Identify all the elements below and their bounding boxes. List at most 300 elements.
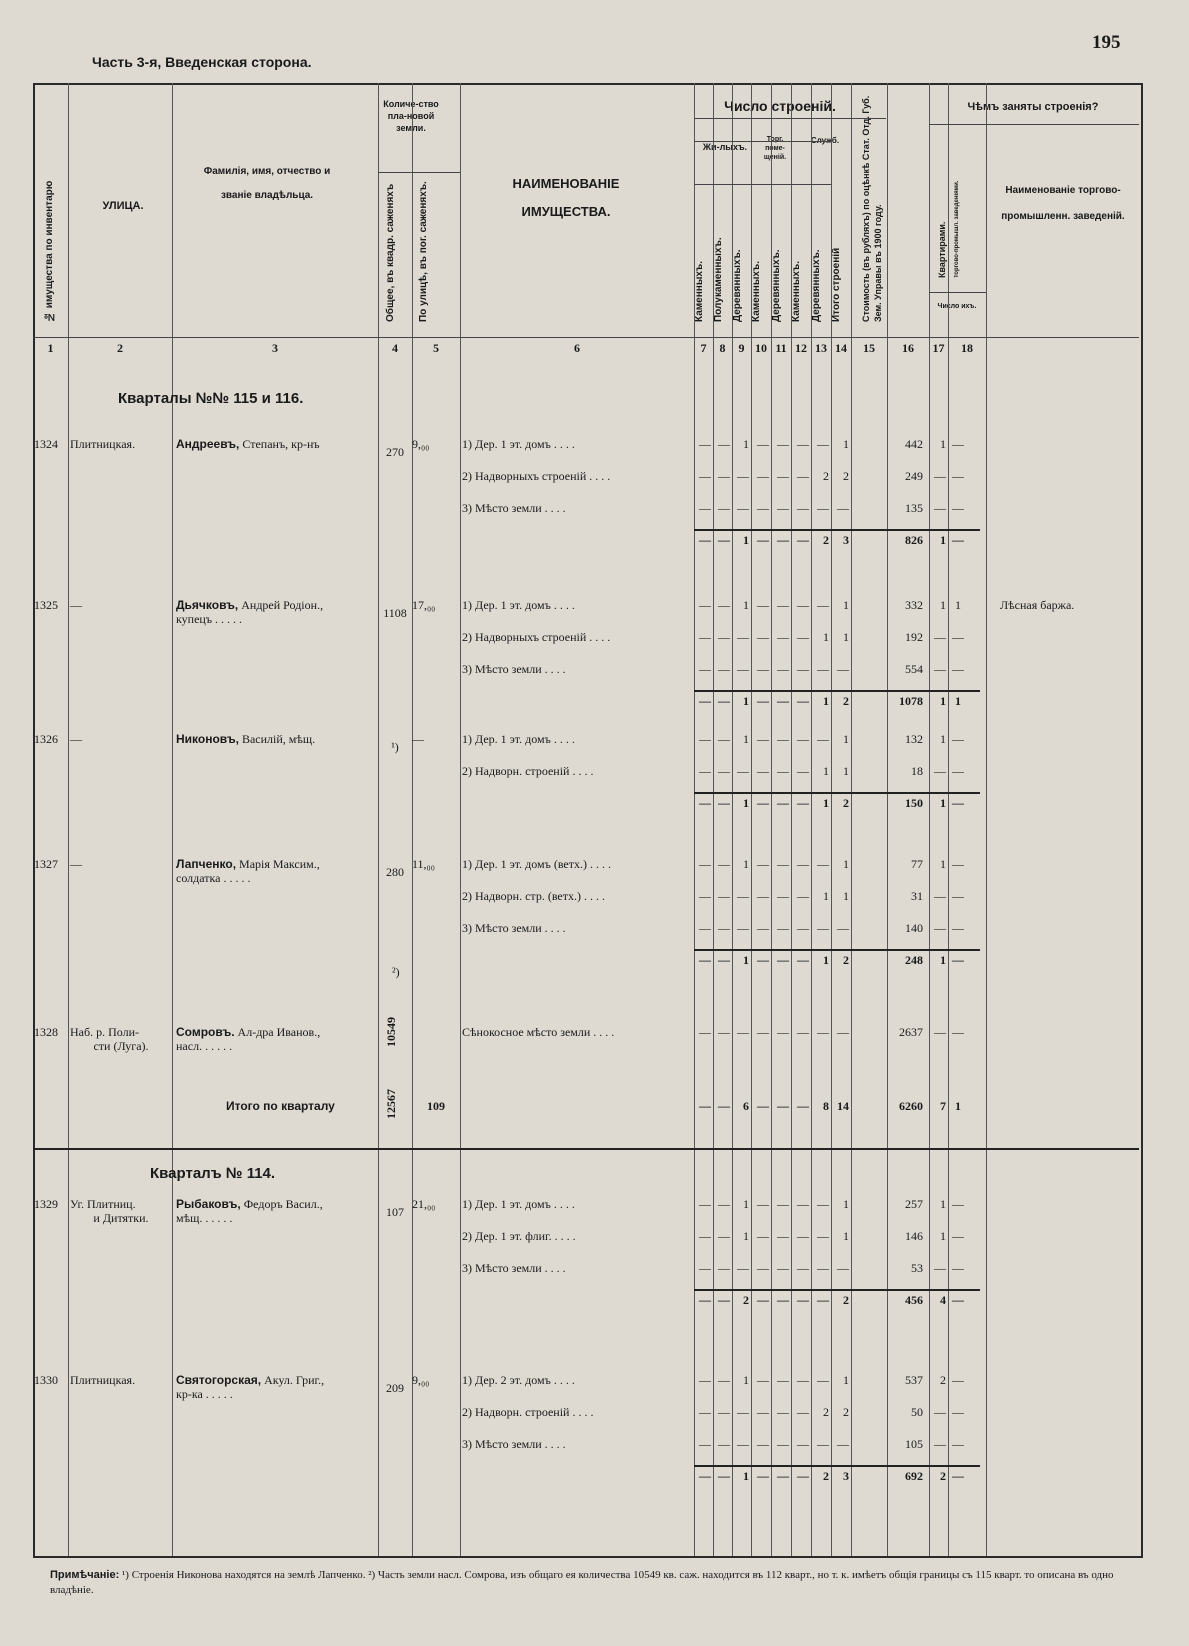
count-cell: 14 [837, 1099, 849, 1113]
cost-cell: 442 [905, 437, 923, 451]
column-number: 8 [719, 341, 726, 355]
count-cell: — [777, 1025, 789, 1039]
column-divider [694, 83, 695, 1556]
count-cell: — [797, 953, 809, 967]
header-rule [33, 337, 1139, 338]
land-area-note: ²) [392, 965, 400, 979]
column-number: 5 [433, 341, 439, 355]
count-cell: — [718, 1229, 730, 1243]
owner-surname: Никоновъ, [176, 732, 239, 746]
inventory-number: 1329 [34, 1197, 58, 1211]
count-cell: 1 [843, 732, 849, 746]
count-cell: 1 [743, 1469, 749, 1483]
owner-surname: Андреевъ, [176, 437, 240, 451]
count-cell: — [777, 732, 789, 746]
column-number: 13 [815, 341, 827, 355]
owner-surname: Лапченко, [176, 857, 237, 871]
count-cell: — [817, 1025, 829, 1039]
count-cell: 2 [843, 953, 849, 967]
count-cell: — [757, 533, 769, 547]
apartments-cell: 1 [940, 732, 946, 746]
count-cell: 8 [823, 1099, 829, 1113]
apartments-cell: 1 [940, 1197, 946, 1211]
count-cell: — [757, 469, 769, 483]
apartments-cell: 2 [940, 1469, 946, 1483]
count-cell: — [837, 662, 849, 676]
count-cell: 1 [743, 694, 749, 708]
property-item: 2) Надворныхъ строеній . . . . [462, 469, 611, 483]
property-item: 2) Дер. 1 эт. флиг. . . . . [462, 1229, 576, 1243]
street-cell: — [70, 732, 82, 746]
establishments-cell: — [952, 1025, 964, 1039]
establishment-name: Лѣсная баржа. [1000, 598, 1075, 612]
count-cell: — [777, 764, 789, 778]
count-cell: — [777, 921, 789, 935]
quarter-title: Кварталъ № 114. [150, 1165, 276, 1182]
count-cell: — [777, 694, 789, 708]
count-cell: — [737, 1025, 749, 1039]
property-item: 2) Надворн. строеній . . . . [462, 764, 594, 778]
count-cell: — [837, 1261, 849, 1275]
count-cell: 1 [843, 1373, 849, 1387]
header-col10: Каменныхъ. [751, 261, 762, 322]
owner-surname: Дьячковъ, [176, 598, 239, 612]
count-cell: — [699, 953, 711, 967]
count-cell: — [777, 857, 789, 871]
count-cell: — [777, 501, 789, 515]
count-cell: — [699, 764, 711, 778]
count-cell: — [817, 1197, 829, 1211]
column-number: 15 [863, 341, 875, 355]
apartments-cell: — [934, 889, 946, 903]
establishments-cell: — [952, 1405, 964, 1419]
count-cell: — [777, 796, 789, 810]
count-cell: — [777, 437, 789, 451]
count-cell: 1 [843, 889, 849, 903]
count-cell: 1 [743, 953, 749, 967]
count-cell: — [797, 1025, 809, 1039]
apartments-cell: 1 [940, 533, 946, 547]
header-col12: Каменныхъ. [791, 261, 802, 322]
column-divider [887, 83, 888, 1556]
count-cell: — [718, 857, 730, 871]
owner-details: Марія Максим., [236, 857, 320, 871]
count-cell: — [817, 1437, 829, 1451]
count-cell: — [817, 1229, 829, 1243]
inventory-number: 1326 [34, 732, 58, 746]
street-cell: — [70, 598, 82, 612]
establishments-cell: — [952, 630, 964, 644]
cost-cell: 249 [905, 469, 923, 483]
count-cell: — [718, 437, 730, 451]
column-number: 4 [392, 341, 398, 355]
subtotal-rule [694, 529, 980, 531]
count-cell: — [797, 1437, 809, 1451]
count-cell: — [737, 501, 749, 515]
header-rule [929, 292, 986, 293]
header-col9: Деревянныхъ. [732, 249, 743, 322]
count-cell: — [757, 1099, 769, 1113]
count-cell: 1 [743, 1197, 749, 1211]
count-cell: — [699, 857, 711, 871]
count-cell: — [718, 694, 730, 708]
establishments-cell: — [952, 953, 964, 967]
land-area: 1108 [383, 606, 407, 620]
count-cell: — [718, 1261, 730, 1275]
apartments-cell: — [934, 469, 946, 483]
count-cell: — [757, 796, 769, 810]
header-col3: Фамилія, имя, отчество и званіе владѣльца. [203, 166, 331, 201]
count-cell: — [757, 1293, 769, 1307]
property-item: 1) Дер. 2 эт. домъ . . . . [462, 1373, 575, 1387]
count-cell: — [797, 1405, 809, 1419]
street-frontage: 11,₀₀ [412, 857, 435, 871]
owner-surname: Святогорская, [176, 1373, 262, 1387]
count-cell: — [817, 662, 829, 676]
count-cell: — [797, 796, 809, 810]
count-cell: 1 [823, 764, 829, 778]
apartments-cell: 1 [940, 796, 946, 810]
count-cell: 1 [843, 764, 849, 778]
cost-cell: 456 [905, 1293, 923, 1307]
count-cell: 1 [743, 796, 749, 810]
header-col7: Каменныхъ. [694, 261, 705, 322]
column-number: 1 [47, 341, 54, 355]
street-frontage: 9,₀₀ [412, 437, 430, 451]
count-cell: — [699, 796, 711, 810]
count-cell: — [797, 533, 809, 547]
street-frontage: 21,₀₀ [412, 1197, 436, 1211]
column-number: 6 [574, 341, 580, 355]
property-item: 1) Дер. 1 эт. домъ (ветх.) . . . . [462, 857, 611, 871]
street-frontage: 9,₀₀ [412, 1373, 430, 1387]
owner-cell [176, 857, 376, 885]
establishments-cell: — [952, 1293, 964, 1307]
count-cell: — [699, 1373, 711, 1387]
count-cell: — [699, 469, 711, 483]
land-area: 12567 [384, 1089, 398, 1119]
count-cell: — [777, 1437, 789, 1451]
establishments-cell: — [952, 1437, 964, 1451]
count-cell: — [817, 1261, 829, 1275]
count-cell: — [757, 857, 769, 871]
count-cell: — [718, 630, 730, 644]
count-cell: — [797, 662, 809, 676]
column-divider [713, 83, 714, 1556]
cost-cell: 140 [905, 921, 923, 935]
count-cell: — [797, 1261, 809, 1275]
owner-details: Ал-дра Иванов., [234, 1025, 321, 1039]
property-item: 3) Мѣсто земли . . . . [462, 501, 566, 515]
count-cell: — [699, 1469, 711, 1483]
subtotal-rule [694, 1289, 980, 1291]
count-cell: — [757, 1025, 769, 1039]
column-divider [929, 83, 930, 1556]
column-divider [791, 83, 792, 1556]
header-col1: № имущества по инвентарю [44, 180, 55, 322]
header-col14: Итого строеній [831, 247, 842, 322]
street-cell: сти (Луга). [93, 1039, 149, 1053]
count-cell: — [777, 469, 789, 483]
count-cell: — [699, 630, 711, 644]
apartments-cell: — [934, 501, 946, 515]
count-cell: — [737, 662, 749, 676]
apartments-cell: — [934, 662, 946, 676]
owner-cell [176, 732, 376, 746]
footnote-text: ¹) Строенія Никонова находятся на землѣ Лапченко. ²) Часть земли насл. Сомрова, изъ общаго ея количества 10549 кв. саж. находится въ 112 кварт., но т. к. имѣетъ общія границы съ 115 кварт. то описана въ одно владѣніе. [50, 1569, 1114, 1596]
apartments-cell: — [934, 1437, 946, 1451]
count-cell: — [699, 1197, 711, 1211]
property-item: 1) Дер. 1 эт. домъ . . . . [462, 1197, 575, 1211]
apartments-cell: — [934, 921, 946, 935]
owner-cell [176, 437, 376, 451]
count-cell: — [699, 598, 711, 612]
street-frontage: 109 [427, 1099, 445, 1113]
header-occupied-group: Чѣмъ заняты строенія? [967, 101, 1099, 113]
cost-cell: 132 [905, 732, 923, 746]
header-col4: Общее, въ квадр. саженяхъ [385, 183, 396, 322]
establishments-cell: — [952, 796, 964, 810]
count-cell: — [777, 1373, 789, 1387]
count-cell: 1 [843, 1229, 849, 1243]
header-col11: Деревянныхъ. [771, 249, 782, 322]
establishments-cell: — [952, 501, 964, 515]
count-cell: — [817, 437, 829, 451]
street-cell: Уг. Плитниц. [70, 1197, 136, 1211]
count-cell: — [737, 1261, 749, 1275]
part-header: Часть 3-я, Введенская сторона. [92, 54, 312, 70]
cost-cell: 135 [905, 501, 923, 515]
count-cell: — [777, 953, 789, 967]
count-cell: 1 [843, 857, 849, 871]
count-cell: — [718, 1197, 730, 1211]
count-cell: — [757, 764, 769, 778]
count-cell: 1 [823, 694, 829, 708]
count-cell: — [737, 469, 749, 483]
count-cell: — [699, 1293, 711, 1307]
count-cell: — [817, 921, 829, 935]
count-cell: — [699, 1025, 711, 1039]
count-cell: 3 [843, 533, 849, 547]
establishments-cell: — [952, 764, 964, 778]
count-cell: — [757, 1197, 769, 1211]
cost-cell: 1078 [899, 694, 923, 708]
apartments-cell: 4 [940, 1293, 946, 1307]
cost-cell: 50 [911, 1405, 923, 1419]
cost-cell: 192 [905, 630, 923, 644]
count-cell: — [797, 1099, 809, 1113]
apartments-cell: 1 [940, 1229, 946, 1243]
count-cell: 1 [843, 598, 849, 612]
owner-details: Акул. Григ., [261, 1373, 325, 1387]
cost-cell: 248 [905, 953, 923, 967]
owner-details: Степанъ, кр-нъ [239, 437, 320, 451]
header-col6: НАИМЕНОВАНІЕ ИМУЩЕСТВА. [512, 176, 620, 219]
owner-cell [176, 1025, 376, 1053]
column-divider [811, 83, 812, 1556]
count-cell: — [737, 921, 749, 935]
count-cell: — [718, 764, 730, 778]
establishments-cell: — [952, 1469, 964, 1483]
header-count-label: Число ихъ. [937, 303, 977, 310]
count-cell: — [699, 921, 711, 935]
apartments-cell: — [934, 764, 946, 778]
apartments-cell: — [934, 1405, 946, 1419]
quarter-separator [33, 1148, 1139, 1150]
count-cell: — [817, 1293, 829, 1307]
count-cell: — [797, 732, 809, 746]
subtotal-rule [694, 792, 980, 794]
count-cell: — [757, 1405, 769, 1419]
land-area: 270 [386, 445, 404, 459]
count-cell: — [699, 1405, 711, 1419]
header-rule [694, 184, 831, 185]
column-number: 2 [117, 341, 123, 355]
count-cell: — [718, 796, 730, 810]
column-number: 14 [835, 341, 847, 355]
count-cell: — [797, 889, 809, 903]
count-cell: — [718, 1025, 730, 1039]
owner-title: кр-ка . . . . . [176, 1387, 233, 1401]
apartments-cell: — [934, 1025, 946, 1039]
street-cell: и Дитятки. [93, 1211, 149, 1225]
header-service: Служб. [810, 136, 840, 145]
cost-cell: 2637 [899, 1025, 923, 1039]
establishments-cell: — [952, 889, 964, 903]
owner-cell [176, 1373, 376, 1401]
count-cell: — [718, 469, 730, 483]
property-item: Сѣнокосное мѣсто земли . . . . [462, 1025, 615, 1039]
column-number: 17 [932, 341, 945, 355]
establishments-cell: 1 [955, 1099, 961, 1113]
count-cell: — [797, 1373, 809, 1387]
count-cell: — [757, 1229, 769, 1243]
count-cell: — [699, 533, 711, 547]
count-cell: 3 [843, 1469, 849, 1483]
land-area: 209 [386, 1381, 404, 1395]
count-cell: — [757, 953, 769, 967]
owner-details: Андрей Родіон., [238, 598, 324, 612]
establishments-cell: — [952, 1197, 964, 1211]
header-land-group: Количе-ство пла-новой земли. [383, 99, 439, 133]
column-divider [172, 83, 173, 1556]
header-col13: Деревянныхъ. [811, 249, 822, 322]
count-cell: 1 [823, 630, 829, 644]
count-cell: — [777, 662, 789, 676]
count-cell: — [757, 889, 769, 903]
count-cell: — [699, 437, 711, 451]
count-cell: — [757, 921, 769, 935]
apartments-cell: 1 [940, 857, 946, 871]
count-cell: — [718, 953, 730, 967]
apartments-cell: 2 [940, 1373, 946, 1387]
column-number: 10 [755, 341, 767, 355]
establishments-cell: 1 [955, 598, 961, 612]
footnote [50, 1568, 1140, 1598]
property-item: 1) Дер. 1 эт. домъ . . . . [462, 598, 575, 612]
count-cell: — [699, 501, 711, 515]
apartments-cell: 1 [940, 437, 946, 451]
apartments-cell: — [934, 1261, 946, 1275]
count-cell: — [757, 662, 769, 676]
count-cell: — [737, 1405, 749, 1419]
column-divider [771, 83, 772, 1556]
count-cell: 1 [823, 796, 829, 810]
count-cell: — [718, 921, 730, 935]
subtotal-rule [694, 1465, 980, 1467]
count-cell: 1 [743, 732, 749, 746]
cost-cell: 6260 [899, 1099, 923, 1113]
cost-cell: 53 [911, 1261, 923, 1275]
header-residential: Жи-лыхъ. [702, 142, 748, 152]
count-cell: — [797, 694, 809, 708]
header-col17: Торгово-промышл. заведеніями. [954, 180, 960, 278]
column-number: 18 [961, 341, 973, 355]
property-item: 3) Мѣсто земли . . . . [462, 662, 566, 676]
count-cell: — [777, 630, 789, 644]
count-cell: — [797, 598, 809, 612]
street-cell: Наб. р. Поли- [70, 1025, 140, 1039]
apartments-cell: 7 [940, 1099, 946, 1113]
column-divider [378, 83, 379, 1556]
count-cell: — [757, 694, 769, 708]
count-cell: 1 [743, 857, 749, 871]
count-cell: — [718, 501, 730, 515]
land-area: 10549 [384, 1017, 398, 1047]
count-cell: 1 [823, 953, 829, 967]
count-cell: — [757, 1469, 769, 1483]
count-cell: — [757, 1261, 769, 1275]
cost-cell: 257 [905, 1197, 923, 1211]
count-cell: — [718, 732, 730, 746]
column-divider [831, 83, 832, 1556]
count-cell: — [797, 921, 809, 935]
owner-surname: Итого по кварталу [226, 1099, 335, 1113]
count-cell: — [718, 598, 730, 612]
header-col8: Полукаменныхъ. [713, 237, 724, 322]
apartments-cell: 1 [940, 953, 946, 967]
count-cell: 1 [743, 533, 749, 547]
count-cell: — [817, 857, 829, 871]
count-cell: — [718, 533, 730, 547]
establishments-cell: — [952, 921, 964, 935]
count-cell: — [757, 1373, 769, 1387]
cost-cell: 18 [911, 764, 923, 778]
count-cell: 2 [843, 694, 849, 708]
count-cell: — [777, 1197, 789, 1211]
establishments-cell: — [952, 662, 964, 676]
count-cell: — [757, 732, 769, 746]
count-cell: — [837, 501, 849, 515]
column-divider [460, 83, 461, 1556]
count-cell: — [797, 1229, 809, 1243]
inventory-number: 1328 [34, 1025, 58, 1039]
street-cell: Плитницкая. [70, 437, 136, 451]
count-cell: — [797, 1293, 809, 1307]
count-cell: — [737, 1437, 749, 1451]
owner-title: солдатка . . . . . [176, 871, 251, 885]
count-cell: — [699, 1437, 711, 1451]
count-cell: — [699, 1099, 711, 1113]
count-cell: — [797, 1469, 809, 1483]
cost-cell: 537 [905, 1373, 923, 1387]
owner-title: купецъ . . . . . [176, 612, 243, 626]
count-cell: 2 [823, 1405, 829, 1419]
apartments-cell: 1 [940, 598, 946, 612]
count-cell: — [718, 662, 730, 676]
establishments-cell: — [952, 469, 964, 483]
count-cell: — [797, 469, 809, 483]
